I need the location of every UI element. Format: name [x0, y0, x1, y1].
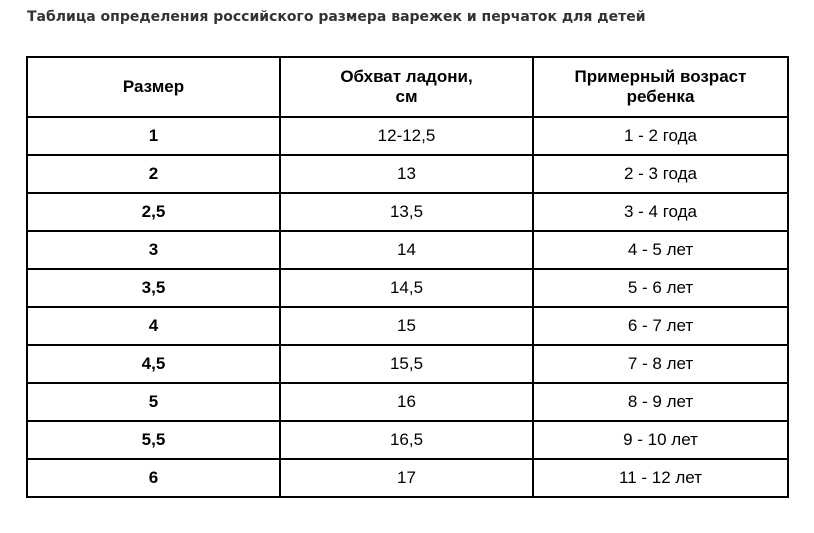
cell-age: 3 - 4 года	[533, 193, 788, 231]
header-palm-girth-line-1: Обхват ладони,	[340, 67, 473, 86]
cell-palm-girth: 14,5	[280, 269, 533, 307]
table-row	[27, 269, 788, 307]
table-row	[27, 307, 788, 345]
header-palm-girth-line-2: см	[395, 87, 418, 106]
cell-age: 2 - 3 года	[533, 155, 788, 193]
table-row	[27, 193, 788, 231]
cell-size: 2	[27, 155, 280, 193]
cell-palm-girth: 17	[280, 459, 533, 497]
table-row	[27, 421, 788, 459]
cell-age: 5 - 6 лет	[533, 269, 788, 307]
cell-age: 11 - 12 лет	[533, 459, 788, 497]
cell-size: 4,5	[27, 345, 280, 383]
cell-palm-girth: 15	[280, 307, 533, 345]
page-title: Таблица определения российского размера варежек и перчаток для детей	[27, 9, 646, 25]
cell-size: 3,5	[27, 269, 280, 307]
size-table	[26, 56, 789, 498]
header-age-line-2: ребенка	[626, 87, 695, 106]
cell-palm-girth: 14	[280, 231, 533, 269]
cell-size: 2,5	[27, 193, 280, 231]
cell-size: 5	[27, 383, 280, 421]
table-row	[27, 345, 788, 383]
table-row	[27, 459, 788, 497]
cell-palm-girth: 13	[280, 155, 533, 193]
cell-size: 1	[27, 117, 280, 155]
header-age-line-1: Примерный возраст	[574, 67, 747, 86]
cell-size: 3	[27, 231, 280, 269]
header-size-line-1: Размер	[122, 77, 185, 96]
cell-age: 4 - 5 лет	[533, 231, 788, 269]
cell-palm-girth: 12-12,5	[280, 117, 533, 155]
cell-size: 5,5	[27, 421, 280, 459]
table-header-row	[27, 57, 788, 117]
cell-age: 8 - 9 лет	[533, 383, 788, 421]
table-row	[27, 155, 788, 193]
header-size	[27, 57, 280, 117]
header-palm-girth	[280, 57, 533, 117]
cell-size: 6	[27, 459, 280, 497]
cell-age: 7 - 8 лет	[533, 345, 788, 383]
cell-palm-girth: 15,5	[280, 345, 533, 383]
cell-age: 6 - 7 лет	[533, 307, 788, 345]
table-row	[27, 117, 788, 155]
cell-palm-girth: 16	[280, 383, 533, 421]
header-age	[533, 57, 788, 117]
cell-size: 4	[27, 307, 280, 345]
cell-palm-girth: 13,5	[280, 193, 533, 231]
cell-palm-girth: 16,5	[280, 421, 533, 459]
cell-age: 9 - 10 лет	[533, 421, 788, 459]
table-row	[27, 383, 788, 421]
table-row	[27, 231, 788, 269]
cell-age: 1 - 2 года	[533, 117, 788, 155]
